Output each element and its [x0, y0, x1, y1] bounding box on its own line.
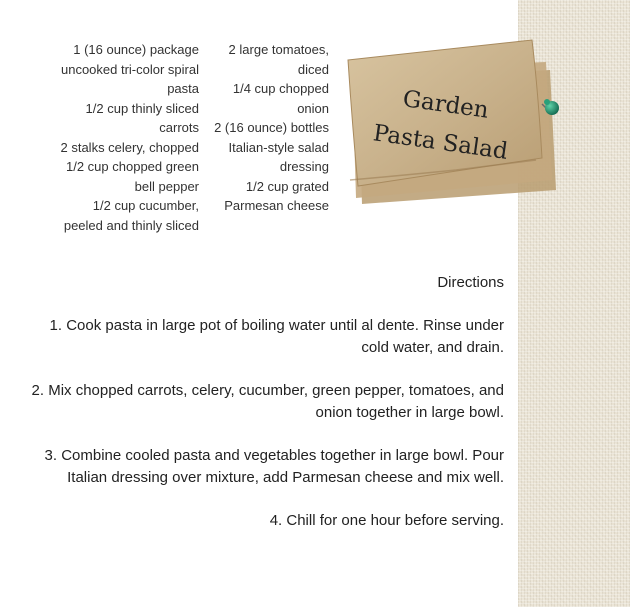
ingredient-item: 1/4 cup chopped onion	[232, 81, 329, 116]
directions-heading: Directions	[437, 274, 504, 291]
direction-step: 3. Combine cooled pasta and vegetables together in large bowl. Pour Italian dressing over mixture, add Parmesan cheese and mix well.	[44, 447, 504, 486]
ingredient-item: 2 stalks celery, chopped	[60, 139, 199, 155]
ingredient-item: 1/2 cup grated Parmesan cheese	[224, 178, 329, 213]
ingredient-item: 2 large tomatoes, diced	[228, 42, 329, 77]
ingredients-column-1	[60, 40, 199, 235]
direction-step: 2. Mix chopped carrots, celery, cucumber, green pepper, tomatoes, and onion together in large bowl.	[31, 382, 504, 421]
ingredient-item: 1/2 cup cucumber, peeled and thinly sliced	[63, 198, 199, 233]
card-title-text	[324, 15, 580, 235]
direction-step: 4. Chill for one hour before serving.	[269, 512, 504, 529]
card-title-line-2: Pasta Salad	[371, 120, 510, 165]
ingredient-item: 1 (16 ounce) package uncooked tri-color spiral pasta	[60, 42, 199, 96]
recipe-title-card	[336, 30, 568, 220]
card-title-line-1: Garden	[401, 86, 491, 124]
ingredient-item: 1/2 cup chopped green bell pepper	[66, 159, 199, 194]
ingredients-column-2	[206, 40, 329, 216]
direction-step: 1. Cook pasta in large pot of boiling water until al dente. Rinse under cold water, and drain.	[49, 317, 504, 356]
ingredient-item: 1/2 cup thinly sliced carrots	[85, 100, 199, 135]
ingredient-item: 2 (16 ounce) bottles Italian-style salad dressing	[214, 120, 329, 174]
